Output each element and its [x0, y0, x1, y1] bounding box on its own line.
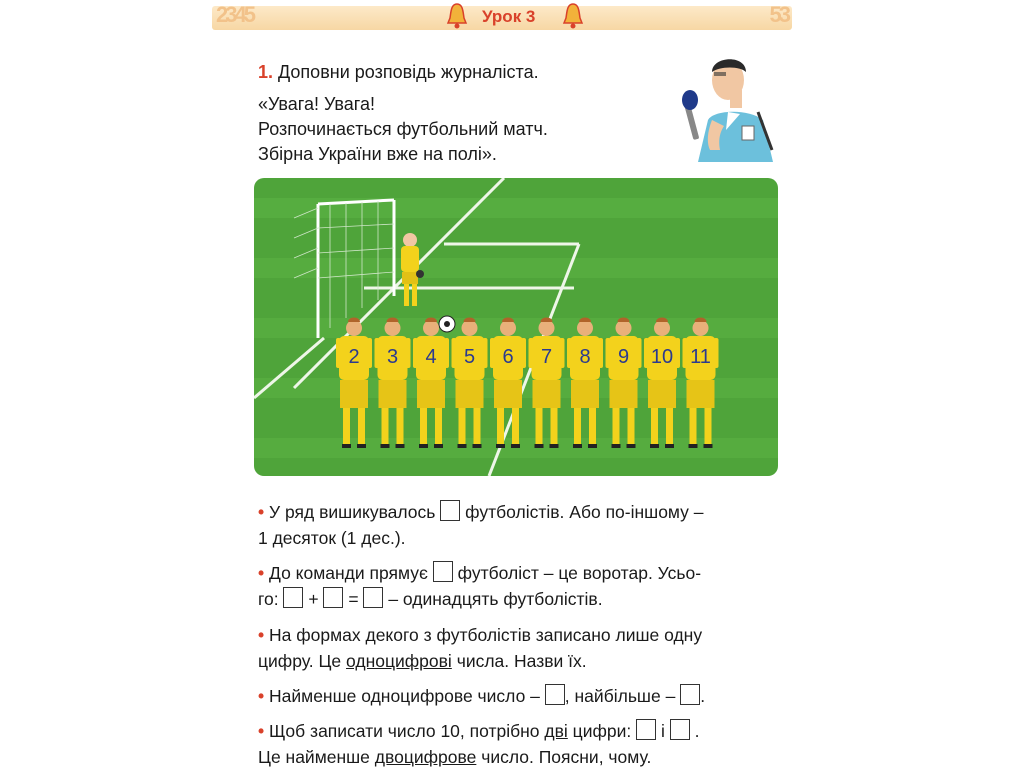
journalist-illustration	[668, 50, 778, 162]
bullet-text: числа. Назви їх.	[456, 651, 587, 671]
answer-box[interactable]	[363, 587, 383, 608]
bullet-text: футболістів. Або по-іншому –	[465, 502, 704, 522]
jersey-number: 10	[650, 346, 674, 368]
conjunction: і	[661, 721, 665, 741]
jersey-number: 11	[690, 346, 711, 368]
jersey-number: 3	[386, 346, 399, 368]
plus-sign: +	[308, 589, 319, 609]
jersey-number: 6	[502, 346, 514, 368]
lesson-title: Урок 3	[482, 7, 536, 26]
answer-box[interactable]	[433, 561, 453, 582]
field-svg	[254, 178, 778, 476]
header-right-decoration: 53	[769, 2, 788, 27]
bullet-2: • До команди прямує футболіст – це воротар. Усьо-	[258, 563, 702, 583]
answer-box[interactable]	[440, 500, 460, 521]
bullet-text: Найменше одноцифрове число –	[269, 686, 540, 706]
answer-box[interactable]	[680, 684, 700, 705]
jersey-number: 8	[579, 346, 591, 368]
bullet-text: Це найменше	[258, 747, 370, 767]
bullet-2-line2	[258, 587, 603, 612]
equals-sign: =	[348, 589, 359, 609]
jersey-number: 2	[348, 346, 360, 368]
task-title	[258, 62, 539, 83]
answer-box[interactable]	[545, 684, 565, 705]
bullet-5-line2	[258, 745, 651, 770]
answer-box[interactable]	[283, 587, 303, 608]
jersey-number: 7	[540, 346, 553, 368]
underlined-term: одноцифрові	[346, 651, 452, 671]
quote-line: Збірна України вже на полі».	[258, 144, 497, 164]
underlined-term: дві	[544, 721, 568, 741]
football-field-illustration	[254, 178, 778, 476]
bullet-text: цифру. Це	[258, 651, 342, 671]
bullet-text: .	[700, 686, 706, 706]
bullet-text: футболіст – це воротар. Усьо-	[457, 563, 702, 583]
bullet-text: У ряд вишикувалось	[269, 502, 436, 522]
bullet-text: До команди прямує	[269, 563, 428, 583]
bullet-1-line2: 1 десяток (1 дес.).	[258, 528, 406, 548]
bullet-text: , найбільше –	[564, 686, 676, 706]
bullet-3-line2	[258, 649, 587, 674]
bullet-text: число. Поясни, чому.	[481, 747, 652, 767]
jersey-number: 5	[463, 346, 476, 368]
bullet-5: • Щоб записати число 10, потрібно дві цифри: і .	[258, 721, 700, 741]
underlined-term: двоцифрове	[374, 747, 477, 767]
bullet-text: Щоб записати число 10, потрібно	[269, 721, 540, 741]
bullet-text: го:	[258, 589, 279, 609]
quote-line: Розпочинається футбольний матч.	[258, 119, 548, 139]
bullet-text: – одинадцять футболістів.	[388, 589, 603, 609]
header-left-decoration: 2345	[216, 2, 253, 27]
bullet-4: • Найменше одноцифрове число – , найбільше – .	[258, 686, 706, 706]
answer-box[interactable]	[323, 587, 343, 608]
answer-box[interactable]	[636, 719, 656, 740]
answer-box[interactable]	[670, 719, 690, 740]
lesson-header	[212, 0, 792, 36]
quote-line: «Увага! Увага!	[258, 94, 375, 114]
bullet-3: • На формах декого з футболістів записано лише одну	[258, 625, 703, 645]
bullet-text: цифри:	[572, 721, 632, 741]
task-text: Доповни розповідь журналіста.	[278, 62, 539, 82]
journalist-quote	[258, 92, 678, 167]
bell-icon	[562, 2, 584, 30]
jersey-number: 9	[617, 346, 630, 368]
bell-icon	[446, 2, 468, 30]
bullet-text: .	[694, 721, 700, 741]
bullet-1: • У ряд вишикувалось футболістів. Або по-іншому –	[258, 502, 704, 522]
bullet-text: На формах декого з футболістів записано лише одну	[269, 625, 703, 645]
jersey-number: 4	[425, 346, 437, 368]
task-number: 1.	[258, 62, 274, 82]
